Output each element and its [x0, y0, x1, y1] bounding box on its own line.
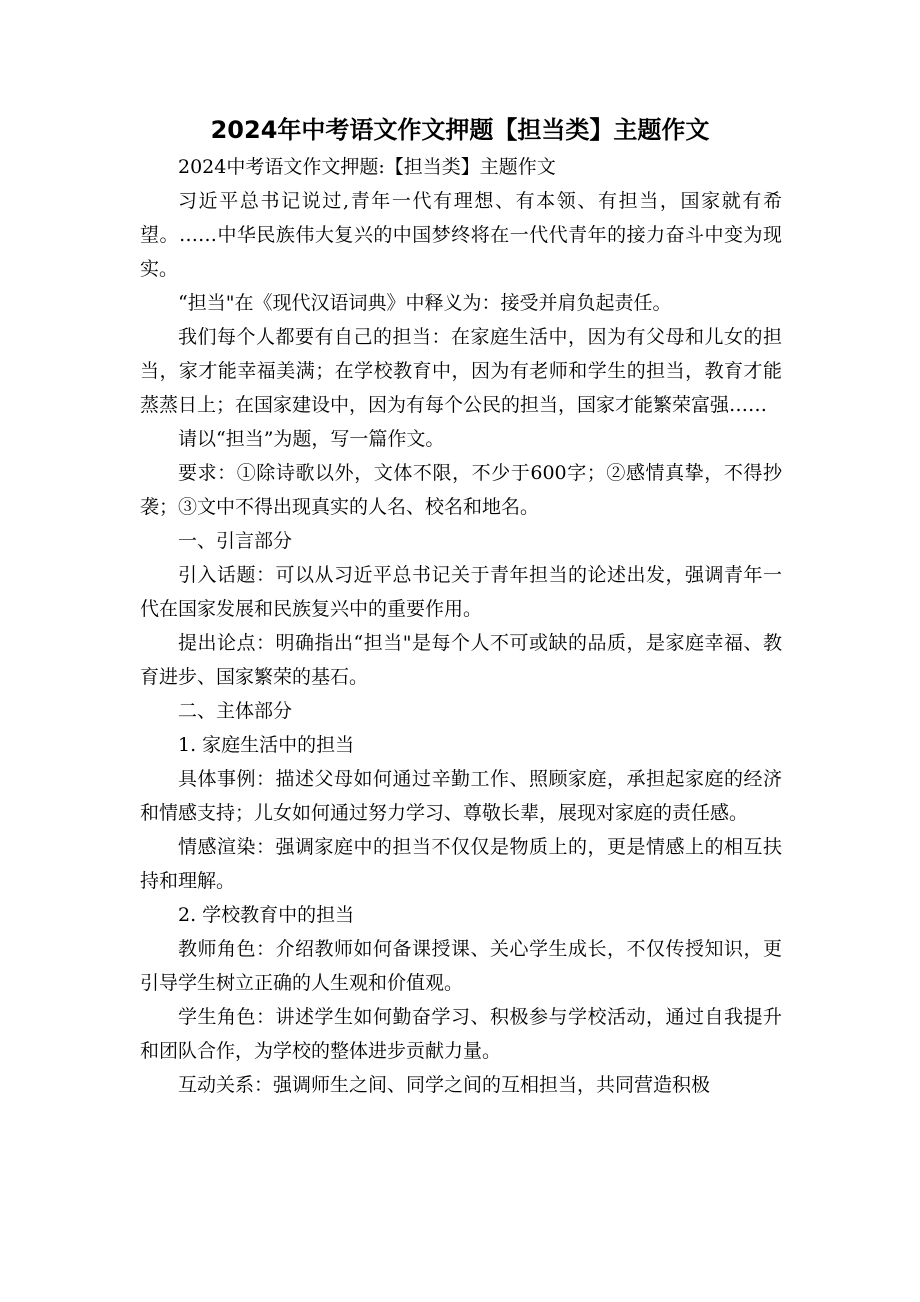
paragraph: 提出论点：明确指出“担当"是每个人不可或缺的品质，是家庭幸福、教育进步、国家繁荣的基石。 — [140, 632, 782, 688]
paragraph: 具体事例：描述父母如何通过辛勤工作、照顾家庭，承担起家庭的经济和情感支持；儿女如何通过努力学习、尊敬长辈，展现对家庭的责任感。 — [140, 768, 782, 824]
section-heading: 二、主体部分 — [178, 700, 293, 722]
subtitle-line: 2024中考语文作文押题:【担当类】主题作文 — [178, 156, 556, 178]
paragraph: 情感渲染：强调家庭中的担当不仅仅是物质上的，更是情感上的相互扶持和理解。 — [140, 836, 782, 892]
paragraph: 学生角色：讲述学生如何勤奋学习、积极参与学校活动，通过自我提升和团队合作，为学校的整体进步贡献力量。 — [140, 1006, 782, 1062]
subsection-heading: 2. 学校教育中的担当 — [178, 904, 355, 926]
section-heading: 一、引言部分 — [178, 530, 293, 552]
paragraph: 互动关系：强调师生之间、同学之间的互相担当，共同营造积极 — [178, 1074, 711, 1096]
paragraph: 习近平总书记说过,青年一代有理想、有本领、有担当，国家就有希望。……中华民族伟大复兴的中国梦终将在一代代青年的接力奋斗中变为现实。 — [140, 190, 782, 280]
paragraph: 请以“担当”为题，写一篇作文。 — [178, 428, 445, 450]
paragraph: “担当"在《现代汉语词典》中释义为：接受并肩负起责任。 — [178, 292, 672, 314]
paragraph: 我们每个人都要有自己的担当：在家庭生活中，因为有父母和儿女的担当，家才能幸福美满；在学校教育中，因为有老师和学生的担当，教育才能蒸蒸日上；在国家建设中，因为有每个公民的担当，国家才能繁荣富强…… — [140, 326, 782, 416]
document-body — [140, 150, 782, 1102]
paragraph: 引入话题：可以从习近平总书记关于青年担当的论述出发，强调青年一代在国家发展和民族复兴中的重要作用。 — [140, 564, 782, 620]
paragraph: 要求：①除诗歌以外，文体不限，不少于600字；②感情真挚，不得抄袭；③文中不得出现真实的人名、校名和地名。 — [140, 462, 782, 518]
document-title: 2024年中考语文作文押题【担当类】主题作文 — [210, 116, 710, 144]
subsection-heading: 1. 家庭生活中的担当 — [178, 734, 355, 756]
paragraph: 教师角色：介绍教师如何备课授课、关心学生成长，不仅传授知识，更引导学生树立正确的人生观和价值观。 — [140, 938, 782, 994]
